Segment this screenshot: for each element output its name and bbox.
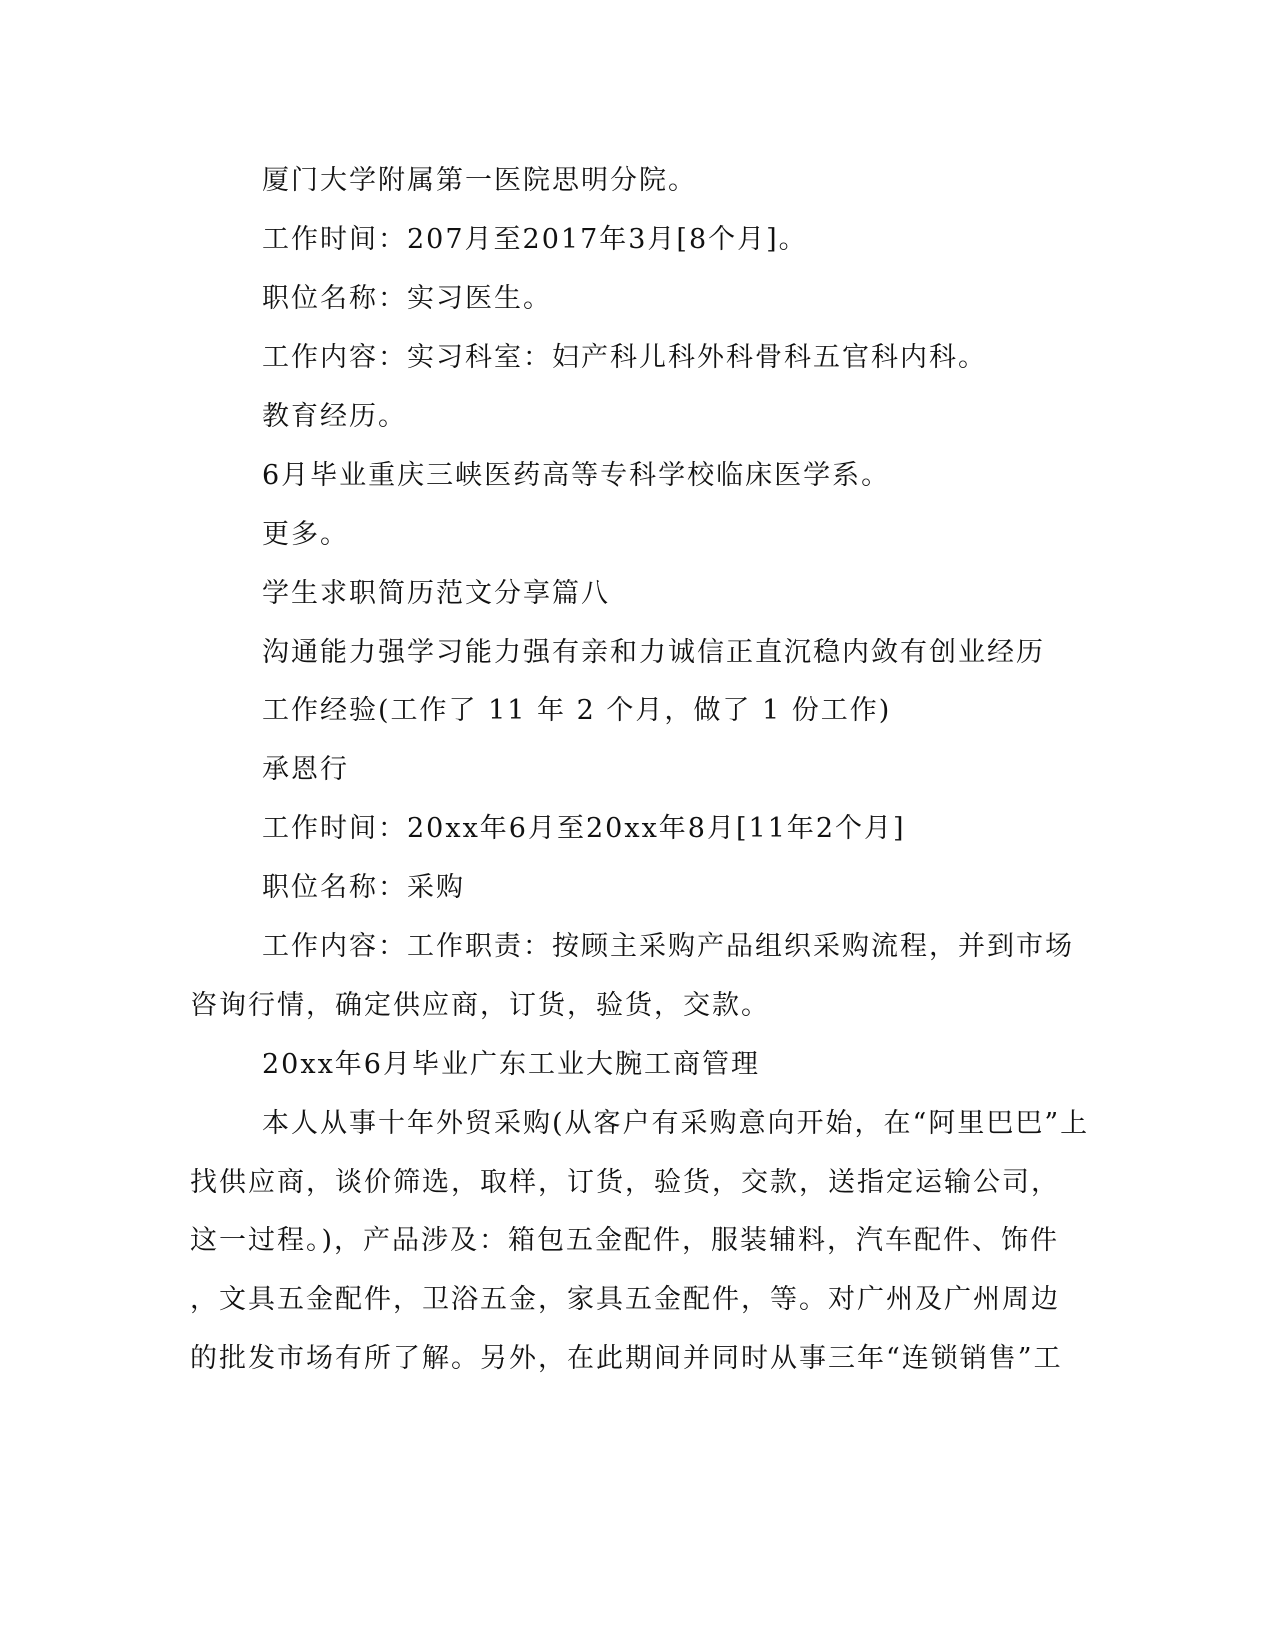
paragraph-education-heading: 教育经历。 [262,401,407,432]
section-heading: 学生求职简历范文分享篇八 [262,578,610,609]
paragraph-position-2: 职位名称：采购 [262,872,465,903]
paragraph-company: 承恩行 [262,754,349,785]
paragraph-work-content-2: 工作内容：工作职责：按顾主采购产品组织采购流程，并到市场 [262,931,1074,962]
paragraph-self-intro-cont-1: 找供应商，谈价筛选，取样，订货，验货，交款，送指定运输公司， [190,1167,1060,1198]
paragraph-work-content-1: 工作内容：实习科室：妇产科儿科外科骨科五官科内科。 [262,342,987,373]
paragraph-more: 更多。 [262,519,349,550]
paragraph-work-time-2: 工作时间：20xx年6月至20xx年8月[11年2个月] [262,813,906,844]
paragraph-work-time-1: 工作时间：207月至2017年3月[8个月]。 [262,224,808,255]
paragraph-work-content-2-cont: 咨询行情，确定供应商，订货，验货，交款。 [190,990,770,1021]
paragraph-graduation-2: 20xx年6月毕业广东工业大腕工商管理 [262,1049,760,1080]
paragraph-strengths: 沟通能力强学习能力强有亲和力诚信正直沉稳内敛有创业经历 [262,637,1045,668]
paragraph-self-intro-cont-3: ，文具五金配件，卫浴五金，家具五金配件，等。对广州及广州周边 [190,1284,1060,1315]
paragraph-self-intro-cont-2: 这一过程。)，产品涉及：箱包五金配件，服装辅料，汽车配件、饰件 [190,1225,1060,1256]
paragraph-graduation-1: 6月毕业重庆三峡医药高等专科学校临床医学系。 [262,460,891,491]
paragraph-experience-summary: 工作经验(工作了 11 年 2 个月，做了 1 份工作) [262,695,892,726]
paragraph-hospital: 厦门大学附属第一医院思明分院。 [262,165,697,196]
paragraph-position-1: 职位名称：实习医生。 [262,283,552,314]
paragraph-self-intro: 本人从事十年外贸采购(从客户有采购意向开始，在“阿里巴巴”上 [262,1108,1090,1139]
paragraph-self-intro-cont-4: 的批发市场有所了解。另外，在此期间并同时从事三年“连锁销售”工 [190,1343,1063,1374]
